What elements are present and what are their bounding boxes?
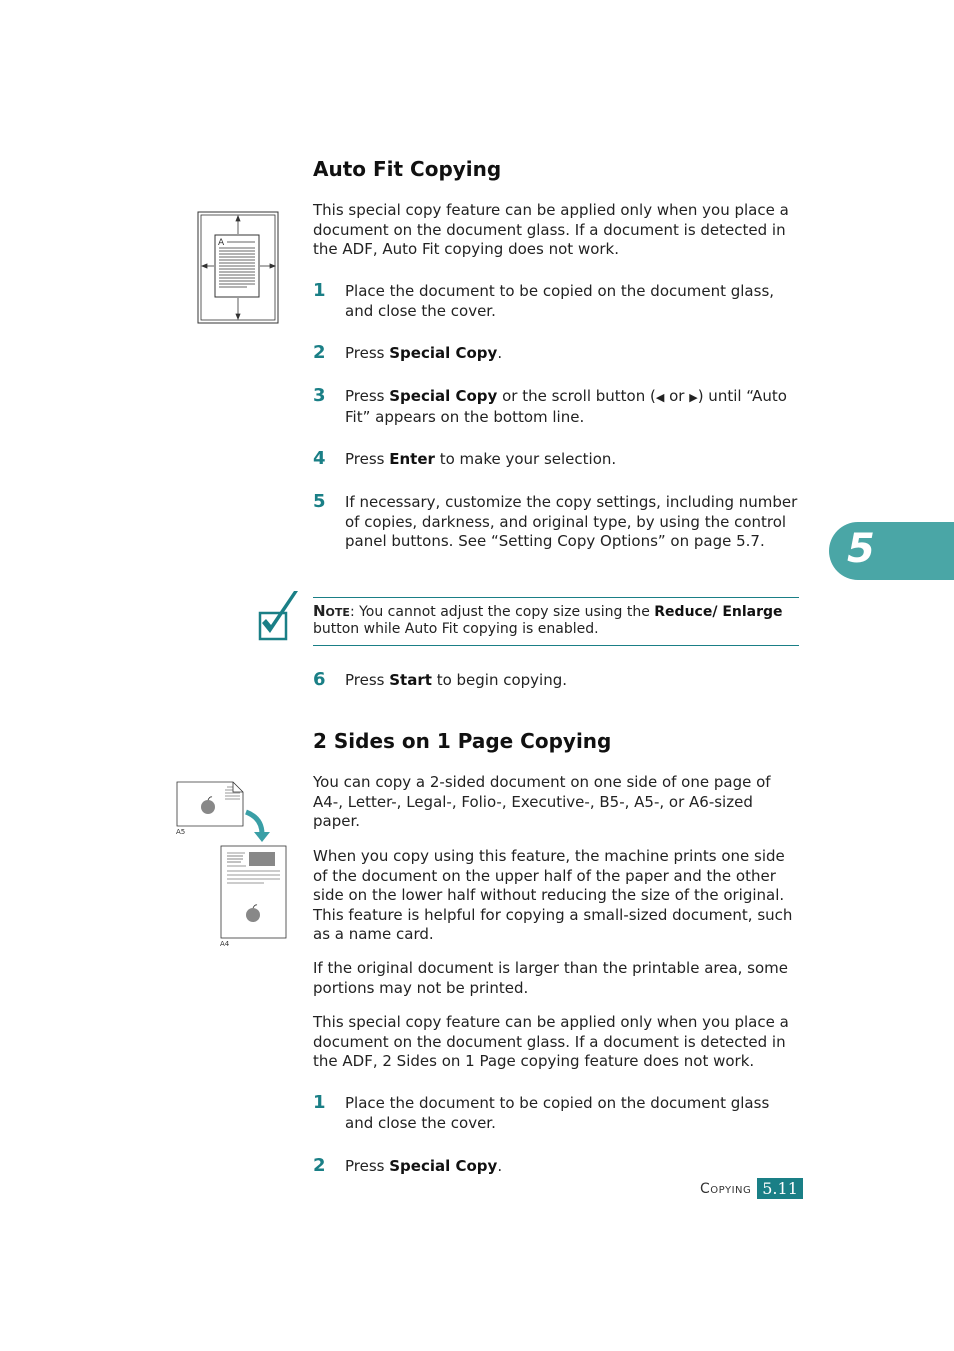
- step-number: 1: [313, 1092, 326, 1113]
- step-number: 2: [313, 1155, 326, 1176]
- step-text: Place the document to be copied on the document glass and close the cover.: [345, 1094, 770, 1132]
- step-text: If necessary, customize the copy settings, including number of copies, darkness, and original type, by using the control panel buttons. See “Setting Copy Options” on page 5.7.: [345, 493, 798, 550]
- svg-text:A4: A4: [220, 940, 230, 948]
- step-text: Press Special Copy.: [345, 344, 503, 362]
- step-number: 4: [313, 448, 326, 469]
- footer-section-label: Copying: [700, 1180, 752, 1197]
- enter-button-label: Enter: [389, 450, 435, 468]
- scroll-right-icon: ▶: [689, 391, 698, 404]
- step-number: 6: [313, 669, 326, 690]
- two-sides-para-4: This special copy feature can be applied only when you place a document on the document glass. If a document is detected in the ADF, 2 Sides on 1 Page copying feature does not work.: [313, 1013, 789, 1070]
- two-sides-figure: [174, 780, 292, 954]
- reduce-enlarge-button-label: Reduce/ Enlarge: [654, 604, 783, 620]
- special-copy-button-label: Special Copy: [389, 387, 498, 405]
- note-label: Note: [313, 602, 350, 620]
- step-text: Press Enter to make your selection.: [345, 450, 617, 468]
- svg-text:A5: A5: [176, 828, 186, 836]
- step-text: Press Special Copy or the scroll button (◀ or ▶) until “Auto Fit” appears on the bottom line.: [345, 387, 787, 426]
- auto-fit-figure: [197, 211, 281, 329]
- step-number: 1: [313, 280, 326, 301]
- start-button-label: Start: [389, 671, 432, 689]
- special-copy-button-label: Special Copy: [389, 1157, 498, 1175]
- two-sides-para-2: When you copy using this feature, the machine prints one side of the document on the upper half of the paper and the other side on the lower half without reducing the size of the original. This feature is helpful for copying a small-sized document, such as a name card.: [313, 847, 793, 943]
- section-title-auto-fit: Auto Fit Copying: [313, 157, 502, 181]
- section-title-2-sides: 2 Sides on 1 Page Copying: [313, 729, 612, 753]
- chapter-number: 5: [847, 526, 875, 572]
- note-box: Note: You cannot adjust the copy size using the Reduce/ Enlarge button while Auto Fit copying is enabled.: [313, 597, 799, 646]
- checkmark-icon: [256, 589, 302, 647]
- footer-page-number: 5.11: [757, 1178, 803, 1199]
- chapter-tab: [829, 522, 954, 580]
- step-number: 3: [313, 385, 326, 406]
- two-sides-para-1: You can copy a 2-sided document on one side of one page of A4-, Letter-, Legal-, Folio-, Executive-, B5-, A5-, or A6-sized paper.: [313, 773, 771, 830]
- step-text: Place the document to be copied on the document glass, and close the cover.: [345, 282, 775, 320]
- special-copy-button-label: Special Copy: [389, 344, 498, 362]
- step-text: Press Special Copy.: [345, 1157, 503, 1175]
- auto-fit-intro: This special copy feature can be applied only when you place a document on the document glass. If a document is detected in the ADF, Auto Fit copying does not work.: [313, 201, 789, 258]
- two-sides-para-3: If the original document is larger than the printable area, some portions may not be printed.: [313, 959, 789, 997]
- step-number: 5: [313, 491, 326, 512]
- step-text: Press Start to begin copying.: [345, 671, 568, 689]
- scroll-left-icon: ◀: [655, 391, 665, 404]
- page-footer: [700, 1178, 803, 1199]
- step-number: 2: [313, 342, 326, 363]
- svg-text:A: A: [218, 238, 225, 248]
